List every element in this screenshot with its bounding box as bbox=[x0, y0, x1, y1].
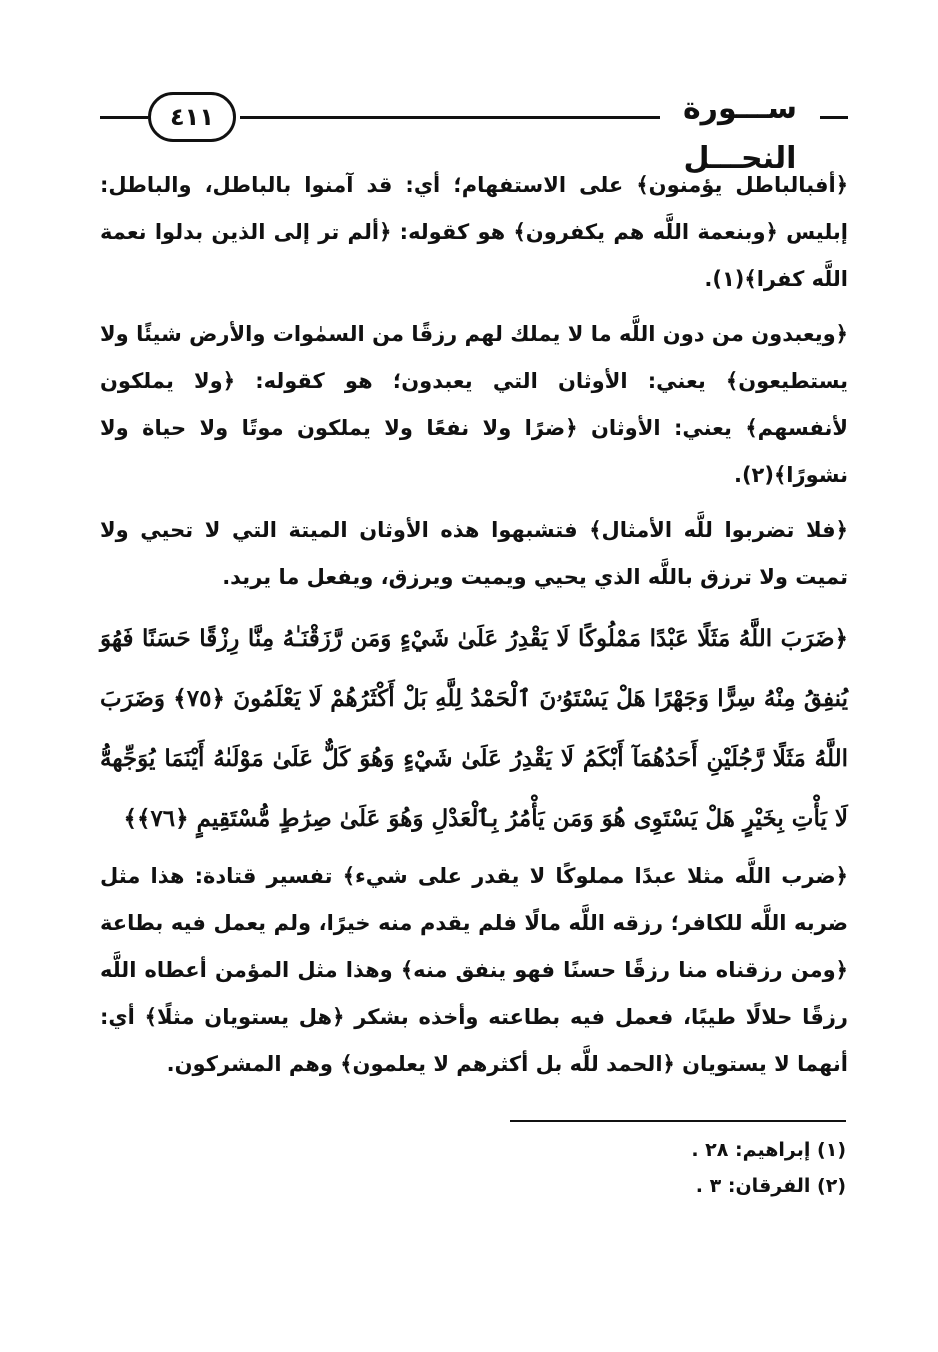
header-rule-middle bbox=[240, 116, 670, 119]
paragraph-2: ﴿ويعبدون من دون اللَّه ما لا يملك لهم رزقًا من السمٰوات والأرض شيئًا ولا يستطيعون﴾ يعني: الأوثان التي يعبدون؛ هو كقوله: ﴿ولا يملكون لأنفسهم﴾ يعني: الأوثان ﴿ضرًا ولا نفعًا ولا يملكون موتًا ولا حياة ولا نشورًا﴾(٢). bbox=[100, 322, 848, 487]
surah-title: ســـورة النحـــل bbox=[660, 84, 820, 134]
footnote-1: (١) إبراهيم: ٢٨ . bbox=[691, 1139, 846, 1161]
page-header bbox=[100, 78, 848, 176]
page-number: ٤١١ bbox=[148, 92, 236, 142]
footnotes bbox=[510, 1132, 846, 1204]
footnote-2: (٢) الفرقان: ٣ . bbox=[695, 1175, 846, 1197]
paragraph-5: ﴿ضرب اللَّه مثلا عبدًا مملوكًا لا يقدر على شيء﴾ تفسير قتادة: هذا مثل ضربه اللَّه للكافر؛ رزقه اللَّه مالًا فلم يقدم منه خيرًا، ولم يعمل فيه بطاعة ﴿ومن رزقناه منا رزقًا حسنًا فهو ينفق منه﴾ وهذا مثل المؤمن أعطاه اللَّه رزقًا حلالًا طيبًا، فعمل فيه بطاعته وأخذه بشكر ﴿هل يستويان مثلًا﴾ أي: أنهما لا يستويان ﴿الحمد للَّه بل أكثرهم لا يعلمون﴾ وهم المشركون. bbox=[100, 864, 848, 1076]
page-body bbox=[100, 162, 848, 1096]
paragraph-3: ﴿فلا تضربوا للَّه الأمثال﴾ فتشبهوا هذه الأوثان الميتة التي لا تحيي ولا تميت ولا ترزق باللَّه الذي يحيي ويميت ويرزق، ويفعل ما يريد. bbox=[100, 518, 848, 589]
header-rule-left bbox=[100, 116, 148, 119]
paragraph-1: ﴿أفبالباطل يؤمنون﴾ على الاستفهام؛ أي: قد آمنوا بالباطل، والباطل: إبليس ﴿وبنعمة اللَّه هم يكفرون﴾ هو كقوله: ﴿ألم تر إلى الذين بدلوا نعمة اللَّه كفرا﴾(١). bbox=[100, 173, 848, 291]
quran-verses: ﴿ضَرَبَ اللَّهُ مَثَلًا عَبْدًا مَمْلُوكًا لَا يَقْدِرُ عَلَىٰ شَيْءٍ وَمَن رَّزَقْنَـٰهُ مِنَّا رِزْقًا حَسَنًا فَهُوَ يُنفِقُ مِنْهُ سِرًّا وَجَهْرًا هَلْ يَسْتَوُۥنَ ٱلْحَمْدُ لِلَّهِ بَلْ أَكْثَرُهُمْ لَا يَعْلَمُونَ ﴿٧٥﴾ وَضَرَبَ اللَّهُ مَثَلًا رَّجُلَيْنِ أَحَدُهُمَآ أَبْكَمُ لَا يَقْدِرُ عَلَىٰ شَيْءٍ وَهُوَ كَلٌّ عَلَىٰ مَوْلَىٰهُ أَيْنَمَا يُوَجِّههُّ لَا يَأْتِ بِخَيْرٍ هَلْ يَسْتَوِى هُوَ وَمَن يَأْمُرُ بِٱلْعَدْلِ وَهُوَ عَلَىٰ صِرَٰطٍ مُّسْتَقِيمٍ ﴿٧٦﴾﴾ bbox=[100, 625, 849, 832]
footnote-divider bbox=[510, 1120, 846, 1122]
